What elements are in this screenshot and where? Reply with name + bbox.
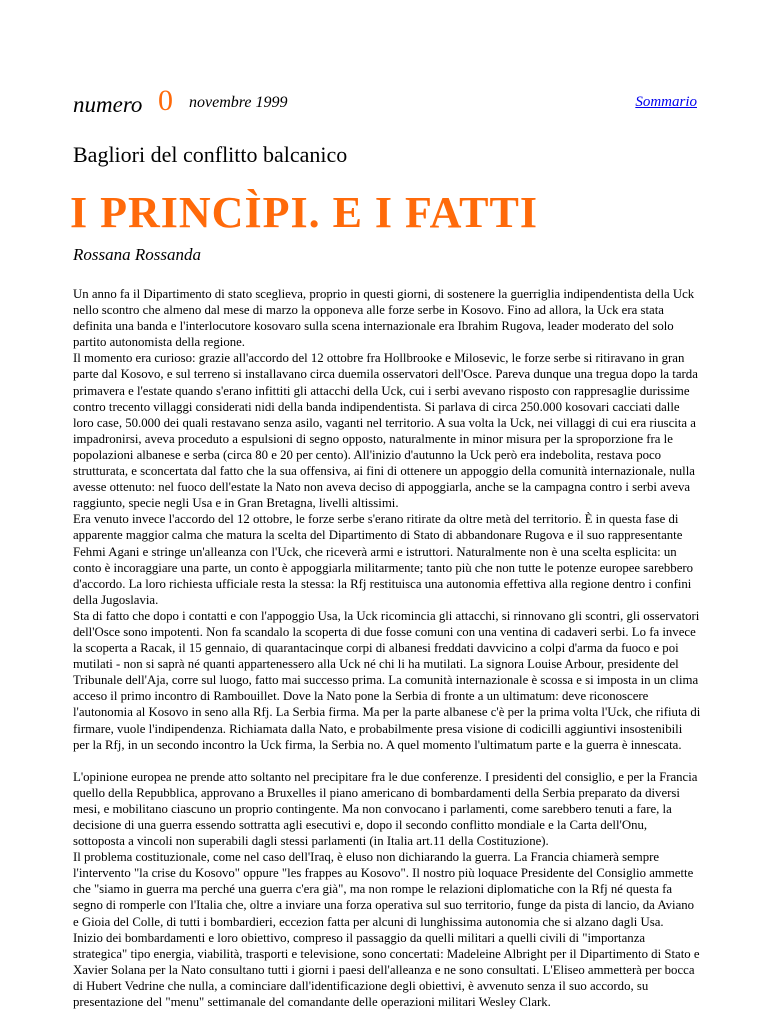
article-paragraph: Il momento era curioso: grazie all'accordo del 12 ottobre fra Hollbrooke e Milosevic, le forze serbe si ritiravano in gran parte dal Kosovo, e sul terreno si installavano circa duemila osservatori dell'Osce. Pareva dunque una tregua dopo la tarda primavera e l'estate quando s'erano infittiti gli attacchi della Uck, cui i serbi avevano risposto con rappresaglie durissime contro trecento villaggi considerati nidi della banda indipendentista. Si parlava di circa 250.000 kosovari cacciati dalle loro case, 50.000 dei quali restavano senza asilo, vaganti nel territorio. A sua volta la Uck, nei villaggi di cui era riuscita a impadronirsi, aveva proceduto a espulsioni di segno opposto, naturalmente in minor misura per la sproporzione fra le popolazioni albanese e serba (circa 80 e 20 per cento). All'inizio d'autunno la Uck però era indebolita, restava poco strutturata, e sconcertata dal fatto che la sua offensiva, ai fini di ottenere un appoggio della comunità internazionale, nulla avesse ottenuto: nel fuoco dell'estate la Nato non aveva deciso di appoggiarla, anche se la campagna contro i serbi aveva raggiunto, specie negli Usa e in Gran Bretagna, livelli altissimi. (73, 351, 698, 511)
article-paragraph: L'opinione europea ne prende atto soltanto nel precipitare fra le due conferenze. I presidenti del consiglio, e per la Francia quello della Repubblica, approvano a Bruxelles il piano americano di bombardamenti della Serbia preparato da diversi mesi, e mobilitano ciascuno un proprio contingente. Ma non convocano i parlamenti, come sarebbero tenuti a fare, la decisione di una guerra essendo sottratta agli esecutivi e, dopo il secondo conflitto mondiale e la Carta dell'Onu, sottoposta a vincoli non superabili dagli stessi parlamenti (in Italia art.11 della Costituzione). (73, 769, 698, 849)
issue-date: novembre 1999 (189, 94, 288, 111)
masthead (73, 84, 697, 124)
sommario-link[interactable]: Sommario (635, 94, 697, 110)
article-paragraph: Inizio dei bombardamenti e loro obiettivo, compreso il passaggio da quelli militari a quelli civili di "importanza strategica" tipo energia, viabilità, trasporti e televisione, sono concertati: Madeleine Albright per il Dipartimento di Stato e Xavier Solana per la Nato consultano tutti i giorni i paesi dell'alleanza e ne sono consultati. L'Eliseo ammetterà per bocca di Hubert Vedrine che nulla, a cominciare dall'identificazione degli obiettivi, è avvenuto senza il suo accordo, su presentazione del "menu" settimanale del comandante delle operazioni militari Wesley Clark. (73, 930, 700, 1010)
article-author: Rossana Rossanda (73, 245, 201, 264)
issue-number: 0 (158, 84, 173, 117)
article-paragraph: Il problema costituzionale, come nel caso dell'Iraq, è eluso non dichiarando la guerra. La Francia chiamerà sempre l'intervento "la crise du Kosovo" oppure "les frappes au Kosovo". Il nostro più loquace Presidente del Consiglio ammette che "siamo in guerra ma perché una guerra c'era già", ma non rompe le relazioni diplomatiche con la Rfj né questa fa segno di romperle con l'Italia che, oltre a inviare una forza operativa sul suo territorio, funge da pista di lancio, da Aviano e Gioia del Colle, di tutti i bombardieri, eccezion fatta per alcuni di lunghissima autonomia che si alzano dagli Usa. (73, 850, 695, 929)
article-kicker: Bagliori del conflitto balcanico (73, 142, 348, 167)
article-paragraph: Un anno fa il Dipartimento di stato sceglieva, proprio in questi giorni, di sostenere la guerriglia indipendentista della Uck nello scontro che almeno dal mese di marzo la opponeva alle forze serbe in Kosovo. Fino ad allora, la Uck era stata definita una banda e l'interlocutore kosovaro sulla scena internazionale era Ibrahim Rugova, leader moderato del solo partito autonomista della regione. (73, 287, 695, 350)
issue-label: numero (73, 92, 143, 117)
article-paragraph: Era venuto invece l'accordo del 12 ottobre, le forze serbe s'erano ritirate da oltre metà del territorio. È in questa fase di apparente maggior calma che matura la scelta del Dipartimento di Stato di abbandonare Rugova e il suo rappresentante Fehmi Agani e stringe un'alleanza con l'Uck, che riceverà armi e istruttori. Naturalmente non è una scelta esplicita: un conto è incoraggiare una parte, un conto è appoggiarla militarmente; tanto più che non tutte le potenze europee sarebbero d'accordo. La loro richiesta ufficiale resta la stessa: la Rfj restituisca una autonomia effettiva alla regione dentro i confini della Jugoslavia. (73, 512, 694, 607)
article-headline: I PRINCÌPI. E I FATTI (70, 188, 538, 237)
article-body (73, 286, 701, 1010)
article-paragraph: Sta di fatto che dopo i contatti e con l'appoggio Usa, la Uck ricomincia gli attacchi, si rinnovano gli scontri, gli osservatori dell'Osce sono impotenti. Non fa scandalo la scoperta di due fosse comuni con una ventina di cadaveri serbi. Lo fa invece la scoperta a Racak, il 15 gennaio, di quarantacinque corpi di albanesi freddati davvicino a colpi d'arma da fuoco e poi mutilati - non si saprà né quanti appartenessero alla Uck né chi li ha mutilati. La signora Louise Arbour, presidente del Tribunale dell'Aja, corre sul luogo, fatto mai successo prima. La comunità internazionale è scossa e si imposta in un clima acceso il primo incontro di Rambouillet. Dove la Nato pone la Serbia di fronte a un ultimatum: deve riconoscere l'autonomia al Kosovo in seno alla Rfj. La Serbia firma. Ma per la parte albanese c'è per la prima volta l'Uck, che rifiuta di firmare, vuole l'indipendenza. Richiamata dalla Nato, e probabilmente presa visione di codicilli aggiuntivi insostenibili per la Rfj, in un secondo incontro la Uck firma, la Serbia no. A quel momento l'ultimatum parte e la guerra è innescata. (73, 608, 701, 752)
